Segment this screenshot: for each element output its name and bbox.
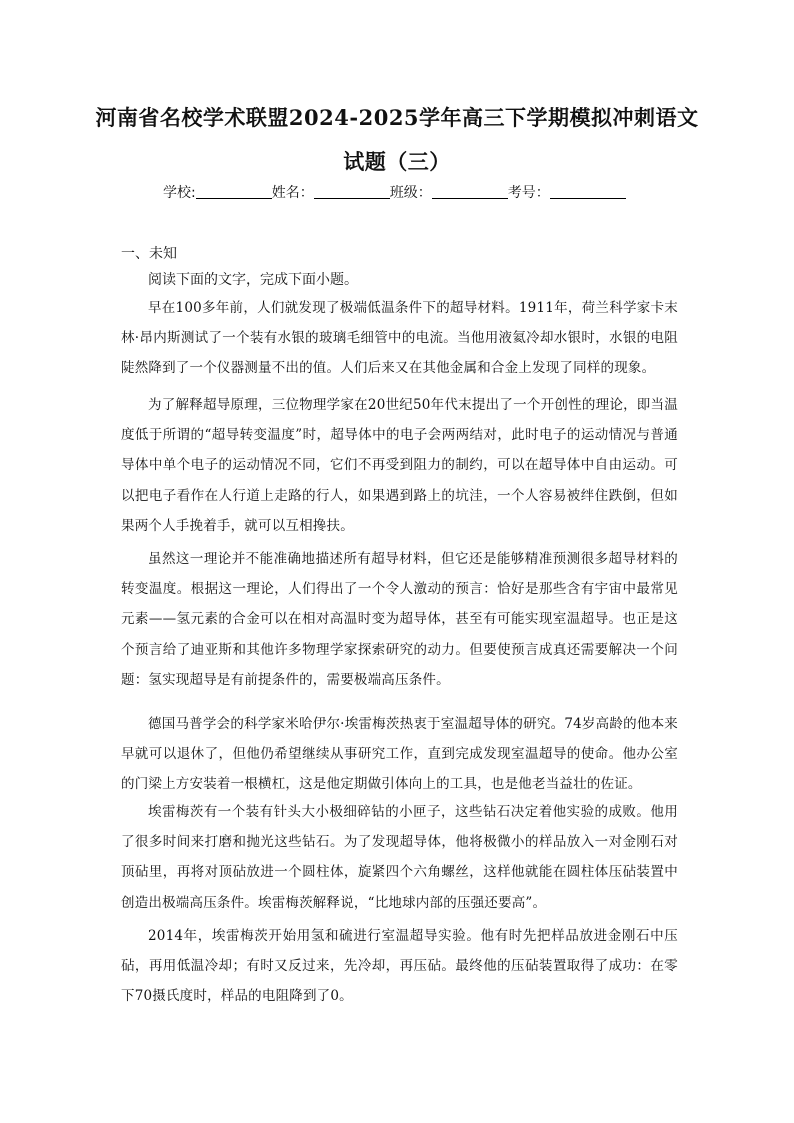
paragraph-6: 2014年，埃雷梅茨开始用氢和硫进行室温超导实验。他有时先把样品放进金刚石中压砧，再用低温冷却；有时又反过来，先冷却，再压砧。最终他的压砧装置取得了成功：在零下70摄氏度时，样品的电阻降到了0。: [121, 928, 678, 1005]
school-label: 学校:: [163, 185, 196, 201]
reading-instruction: 阅读下面的文字，完成下面小题。: [148, 272, 358, 288]
document-title-line-2: 试题（三）: [343, 149, 451, 174]
student-info-row: [163, 182, 626, 202]
paragraph-1: 早在100多年前，人们就发现了极端低温条件下的超导材料。1911年，荷兰科学家卡末林·昂内斯测试了一个装有水银的玻璃毛细管中的电流。当他用液氦冷却水银时，水银的电阻陡然降到了一个仪器测量不出的值。人们后来又在其他金属和合金上发现了同样的现象。: [121, 300, 678, 377]
class-label: 班级：: [389, 185, 432, 201]
document-title-line-1: 河南省名校学术联盟2024-2025学年高三下学期模拟冲刺语文: [95, 105, 699, 130]
name-blank[interactable]: [314, 184, 390, 199]
exam-number-label: 考号：: [507, 185, 550, 201]
paragraph-5: 埃雷梅茨有一个装有针头大小极细碎钻的小匣子，这些钻石决定着他实验的成败。他用了很多时间来打磨和抛光这些钻石。为了发现超导体，他将极微小的样品放入一对金刚石对顶砧里，再将对顶砧放进一个圆柱体，旋紧四个六角螺丝，这样他就能在圆柱体压砧装置中创造出极端高压条件。埃雷梅茨解释说，“比地球内部的压强还要高”。: [121, 804, 678, 911]
name-label: 姓名：: [271, 185, 314, 201]
class-blank[interactable]: [432, 184, 508, 199]
paragraph-4: 德国马普学会的科学家米哈伊尔·埃雷梅茨热衷于室温超导体的研究。74岁高龄的他本来早就可以退休了，但他仍希望继续从事研究工作，直到完成发现室温超导的使命。他办公室的门梁上方安装着一根横杠，这是他定期做引体向上的工具，也是他老当益壮的佐证。: [121, 716, 678, 793]
exam-number-blank[interactable]: [550, 184, 626, 199]
section-heading: 一、未知: [121, 246, 177, 262]
paragraph-2: 为了解释超导原理，三位物理学家在20世纪50年代末提出了一个开创性的理论，即当温度低于所谓的“超导转变温度”时，超导体中的电子会两两结对，此时电子的运动情况与普通导体中单个电子的运动情况不同，它们不再受到阻力的制约，可以在超导体中自由运动。可以把电子看作在人行道上走路的行人，如果遇到路上的坑洼，一个人容易被绊住跌倒，但如果两个人手挽着手，就可以互相搀扶。: [121, 397, 678, 534]
school-blank[interactable]: [196, 184, 272, 199]
paragraph-3: 虽然这一理论并不能准确地描述所有超导材料，但它还是能够精准预测很多超导材料的转变温度。根据这一理论，人们得出了一个令人激动的预言：恰好是那些含有宇宙中最常见元素——氢元素的合金可以在相对高温时变为超导体，甚至有可能实现室温超导。也正是这个预言给了迪亚斯和其他许多物理学家探索研究的动力。但要使预言成真还需要解决一个问题：氢实现超导是有前提条件的，需要极端高压条件。: [121, 551, 678, 688]
